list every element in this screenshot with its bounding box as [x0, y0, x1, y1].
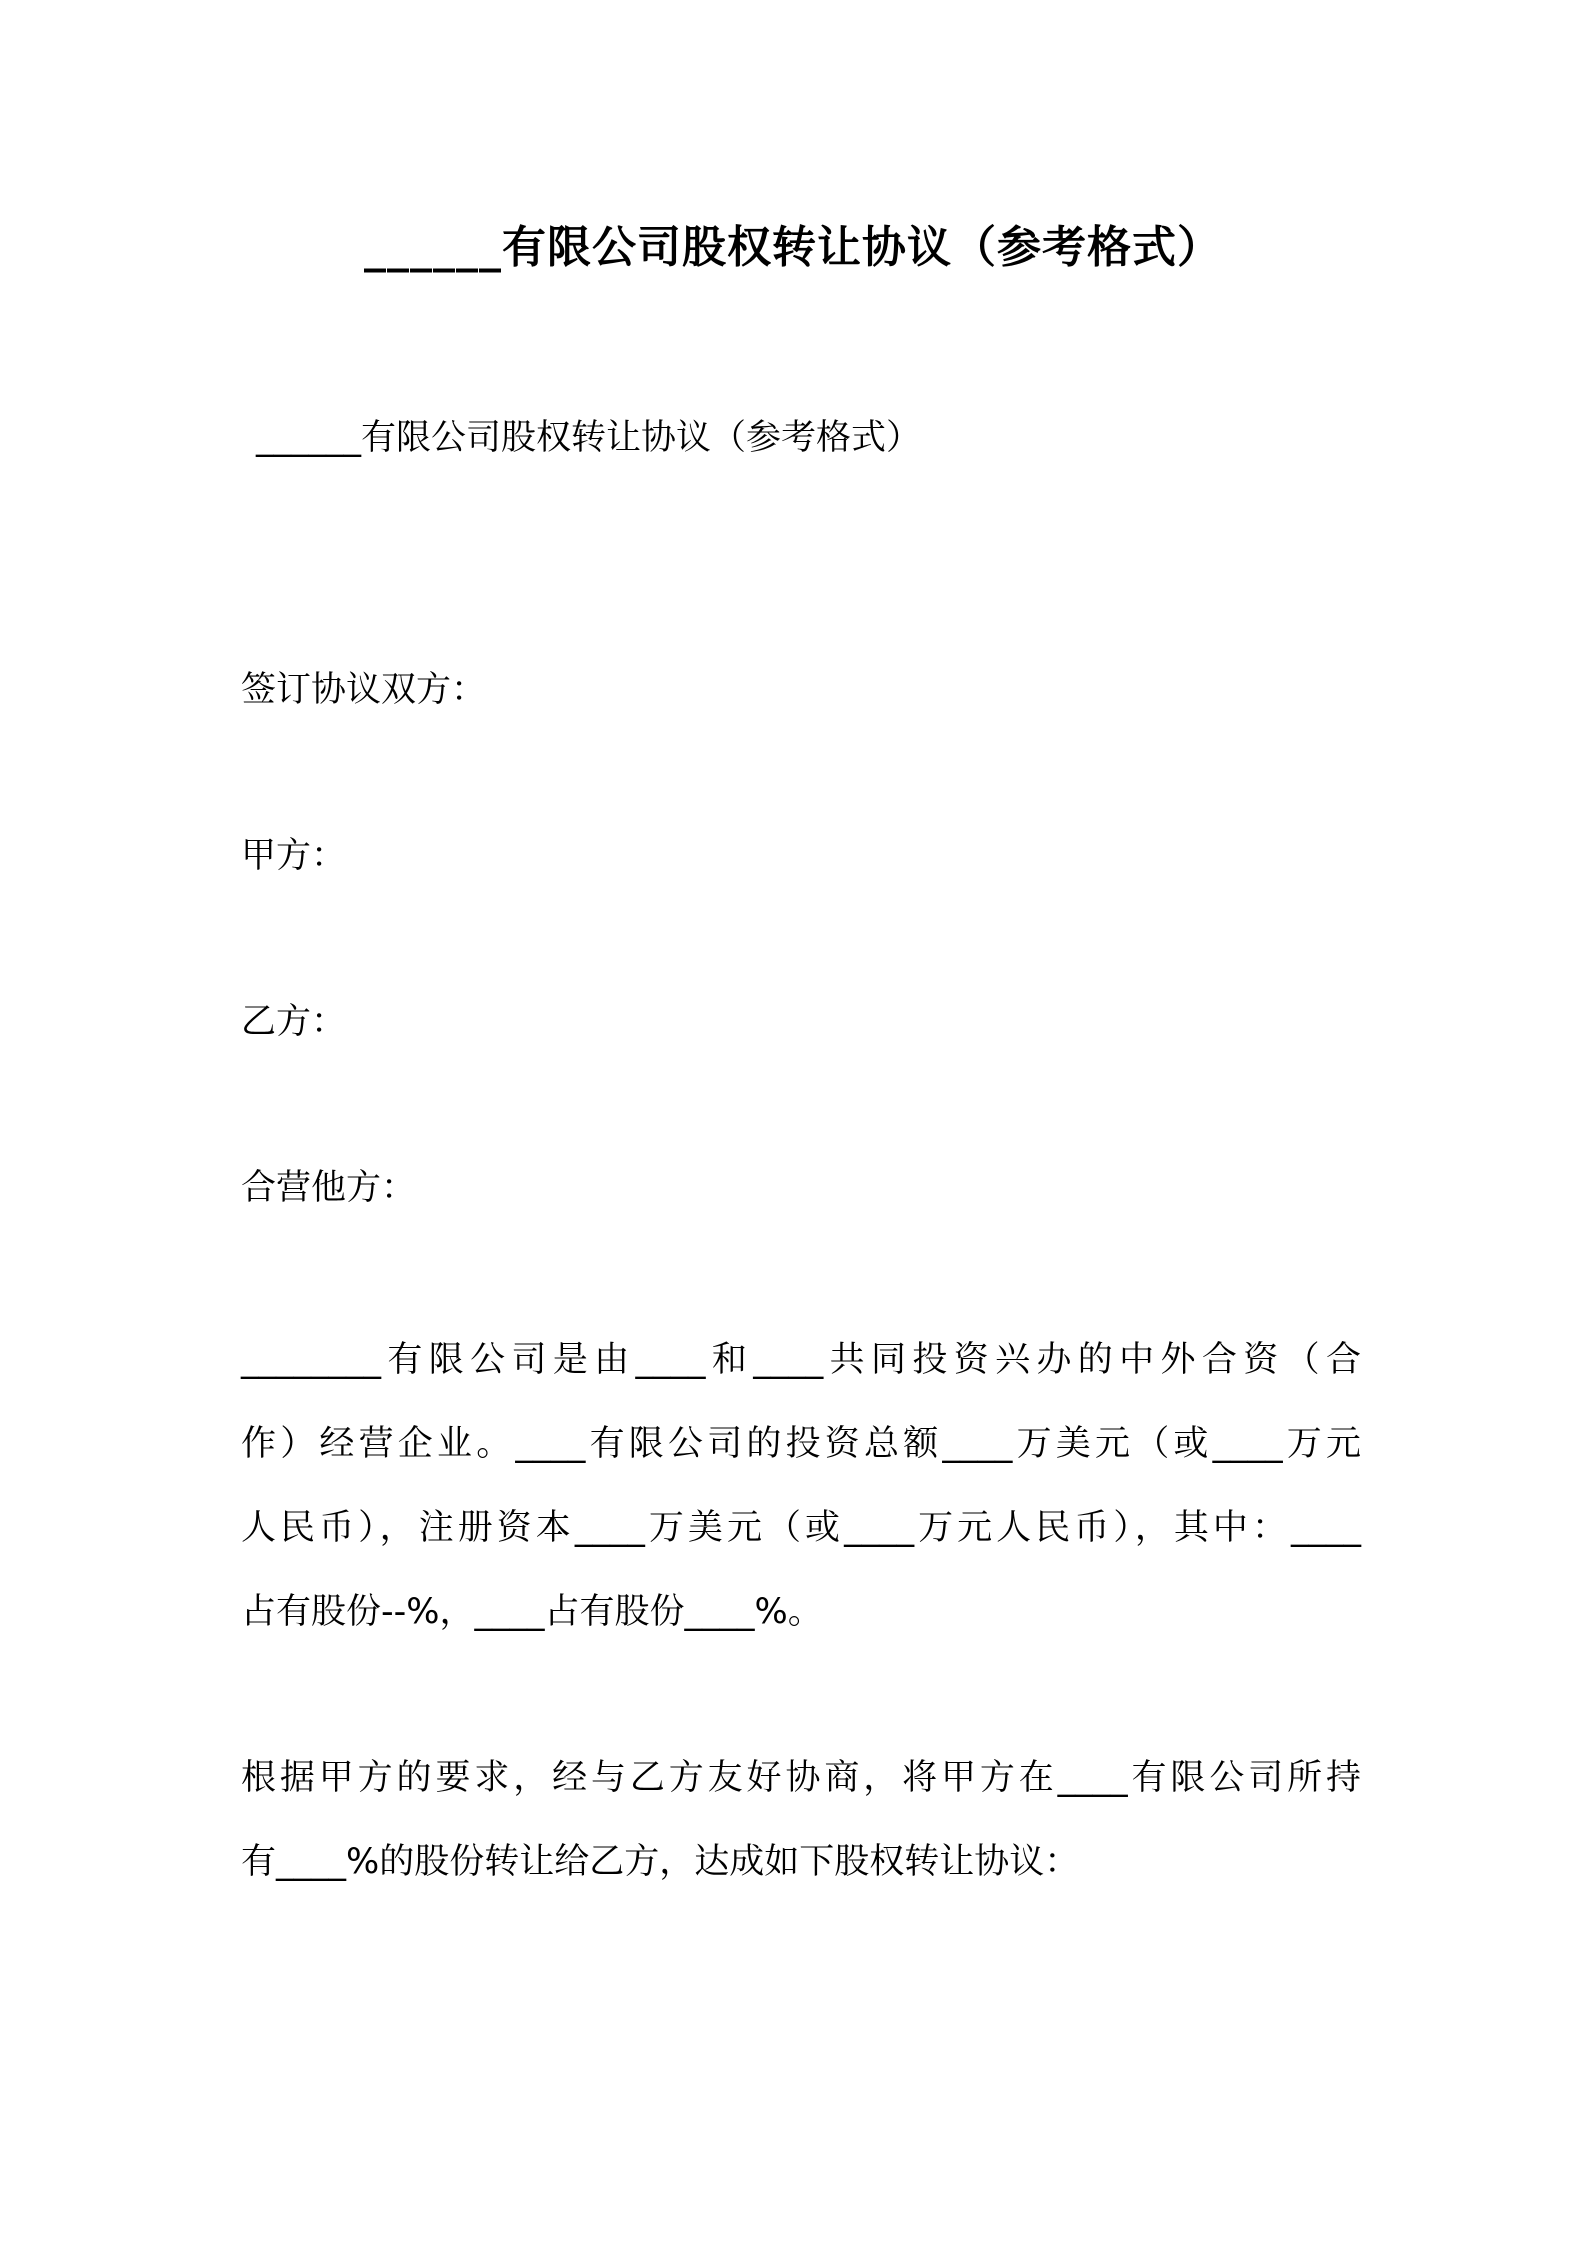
paragraph-line: 作）经营企业。____有限公司的投资总额____万美元（或____万元: [241, 1424, 1361, 1464]
other-party-label: 合营他方：: [241, 1168, 417, 1208]
parties-heading: 签订协议双方：: [241, 670, 487, 710]
party-b-label: 乙方：: [241, 1002, 347, 1042]
paragraph-line: 占有股份--%，____占有股份____%。: [241, 1592, 823, 1632]
paragraph-company-info: [241, 1318, 1361, 1654]
paragraph-line: ________有限公司是由____和____共同投资兴办的中外合资（合: [241, 1340, 1361, 1380]
paragraph-transfer-intent: [241, 1736, 1361, 1904]
paragraph-line: 根据甲方的要求，经与乙方友好协商，将甲方在____有限公司所持: [241, 1758, 1361, 1798]
party-a-label: 甲方：: [241, 836, 347, 876]
document-title: ______有限公司股权转让协议（参考格式）: [364, 222, 1222, 273]
document-subtitle: ______有限公司股权转让协议（参考格式）: [256, 418, 922, 458]
paragraph-line: 有____%的股份转让给乙方，达成如下股权转让协议：: [241, 1842, 1080, 1882]
paragraph-line: 人民币），注册资本____万美元（或____万元人民币），其中：____: [241, 1508, 1361, 1548]
